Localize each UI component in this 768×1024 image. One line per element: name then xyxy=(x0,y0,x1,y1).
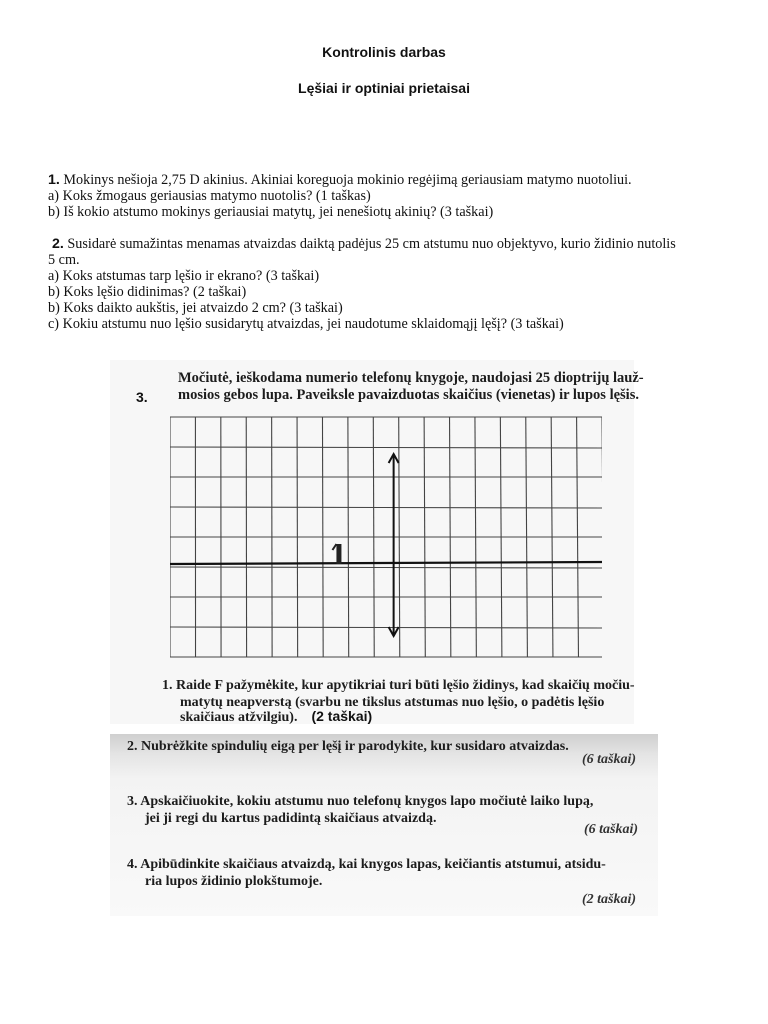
question-1b: b) Iš kokio atstumo mokinys geriausiai matytų, jei nenešiotų akinių? (3 taškai) xyxy=(48,204,494,220)
grid-horizontal-line xyxy=(170,507,602,508)
question-1-text: Mokinys nešioja 2,75 D akinius. Akiniai koreguoja mokinio regėjimą geriausiam matymo nuotoliui. xyxy=(63,172,632,188)
question-1 xyxy=(48,172,632,188)
question-2 xyxy=(52,236,676,252)
question-2-text-cont: 5 cm. xyxy=(48,252,80,268)
optical-axis xyxy=(170,562,602,564)
converging-lens-arrow xyxy=(389,454,399,636)
question-3-sub3-points: (6 taškai) xyxy=(584,822,639,837)
question-3-sub3-line2: jei ji regi du kartus padidintą skaičiaus atvaizdą. xyxy=(145,811,437,826)
grid-horizontal-line xyxy=(170,447,602,448)
question-3-sub3-line1: 3. Apskaičiuokite, kokiu atstumu nuo telefonų knygos lapo močiutė laiko lupą, xyxy=(127,794,594,809)
grid-horizontal-line xyxy=(170,627,602,628)
figure-digit-label: 1 xyxy=(170,415,171,416)
question-3-sub1-line1: 1. Raide F pažymėkite, kur apytikriai turi būti lęšio židinys, kad skaičių močiu- xyxy=(162,678,635,693)
grid-lines xyxy=(170,417,602,657)
question-2d: c) Kokiu atstumu nuo lęšio susidarytų atvaizdas, jei naudotume sklaidomąjį lęšį? (3 taškai) xyxy=(48,316,564,332)
question-3-sub1-points: (2 taškai) xyxy=(311,708,373,724)
lens-grid-figure xyxy=(170,415,602,659)
question-3-sub1-line2: matytų neapverstą (svarbu ne tikslus atstumas nuo lęšio, o padėtis lęšio xyxy=(180,695,605,710)
question-3-sub2-points: (6 taškai) xyxy=(582,752,637,767)
question-2a: a) Koks atstumas tarp lęšio ir ekrano? (3 taškai) xyxy=(48,268,320,284)
question-3-sub1-text: skaičiaus atžvilgiu). xyxy=(180,710,298,725)
question-2c: b) Koks daikto aukštis, jei atvaizdo 2 cm? (3 taškai) xyxy=(48,300,343,316)
question-1a: a) Koks žmogaus geriausias matymo nuotolis? (1 taškas) xyxy=(48,188,371,204)
question-3-sub4-line1: 4. Apibūdinkite skaičiaus atvaizdą, kai knygos lapas, keičiantis atstumui, atsidu- xyxy=(127,857,606,872)
question-3-sub4-line2: ria lupos židinio plokštumoje. xyxy=(145,874,323,889)
question-3-sub2: 2. Nubrėžkite spindulių eigą per lęšį ir parodykite, kur susidaro atvaizdas. xyxy=(127,739,569,754)
question-2-text: Susidarė sumažintas menamas atvaizdas daiktą padėjus 25 cm atstumu nuo objektyvo, kurio židinio nutolis xyxy=(67,236,676,252)
question-3-number: 3. xyxy=(136,389,148,405)
question-3-intro-1: Močiutė, ieškodama numerio telefonų knygoje, naudojasi 25 dioptrijų lauž- xyxy=(178,370,644,386)
figure-digit-one xyxy=(336,544,341,564)
page-title: Kontrolinis darbas xyxy=(322,44,446,60)
page-subtitle: Lęšiai ir optiniai prietaisai xyxy=(298,80,470,96)
question-3-intro-2: mosios gebos lupa. Paveiksle pavaizduotas skaičius (vienetas) ir lupos lęšis. xyxy=(178,387,639,403)
question-2-number: 2. xyxy=(52,236,64,252)
question-3-sub4-points: (2 taškai) xyxy=(582,892,637,907)
question-3-sub1-line3 xyxy=(180,708,372,726)
question-2b: b) Koks lęšio didinimas? (2 taškai) xyxy=(48,284,247,300)
grid-horizontal-line xyxy=(170,567,602,568)
figure-digit-flag xyxy=(332,544,336,550)
question-1-number: 1. xyxy=(48,172,60,188)
